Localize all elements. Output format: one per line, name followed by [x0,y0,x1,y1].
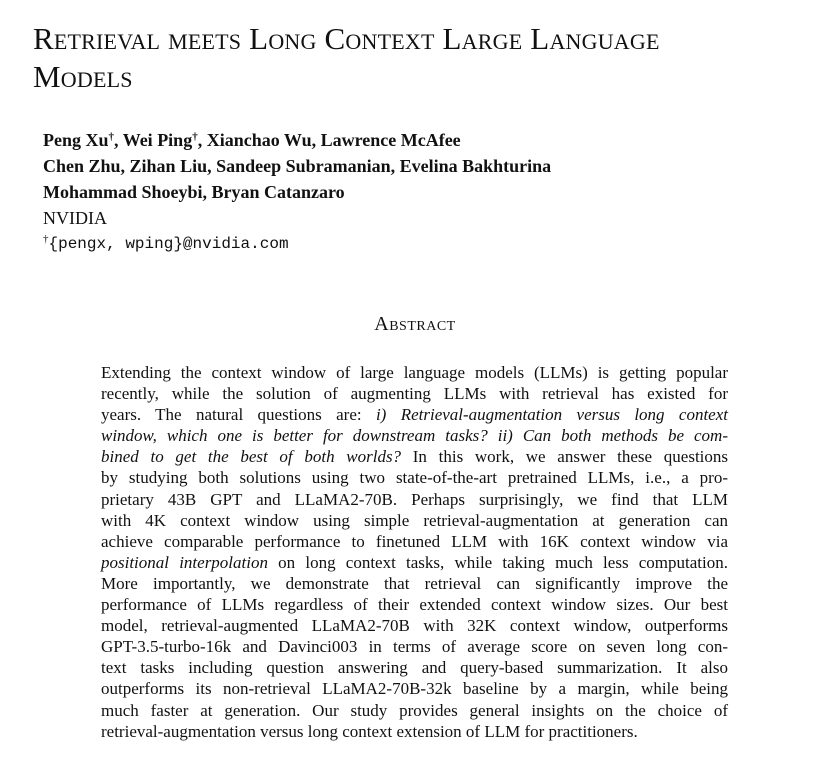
abstract-text: More importantly, we demonstrate that retrieval can significantly improve the [101,573,728,593]
abstract-text: much faster at generation. Our study provides general insights on the choice of [101,700,728,720]
abstract-text: recently, while the solution of augmenting LLMs with retrieval has existed for [101,384,728,404]
author-block [43,127,803,257]
abstract-line [101,383,728,404]
author-name: , Wei Ping [114,130,193,150]
abstract-line [101,636,728,657]
abstract-line [101,657,728,678]
author-line-1 [43,127,803,153]
abstract-line [101,531,728,552]
abstract-line [101,552,728,573]
contact-email [43,231,803,257]
title-line-2: Models [33,59,133,94]
abstract-line [101,615,728,636]
abstract-text: performance of LLMs regardless of their extended context window sizes. Our best [101,595,728,615]
abstract-line [101,573,728,594]
abstract-text: outperforms its non-retrieval LLaMA2-70B-32k baseline by a margin, while being [101,679,728,699]
abstract-text: achieve comparable performance to finetuned LLM with 16K context window via [101,531,728,551]
abstract-text: text tasks including question answering and query-based summarization. It also [101,658,728,678]
email-address: {pengx, wping}@nvidia.com [48,235,289,253]
abstract-text: on long context tasks, while taking much less computation. [267,552,728,572]
abstract-italic-text: positional interpolation [101,552,268,572]
abstract-text: GPT-3.5-turbo-16k and Davinci003 in terms of average score on seven long con- [101,637,728,657]
abstract-text: model, retrieval-augmented LLaMA2-70B with 32K context window, outperforms [101,616,728,636]
abstract-line [101,446,728,467]
author-name: Peng Xu [43,130,109,150]
abstract-line [101,425,728,446]
abstract-text: with 4K context window using simple retrieval-augmentation at generation can [101,510,728,530]
abstract-line [101,467,728,488]
abstract-body [101,362,728,742]
abstract-text: Extending the context window of large language models (LLMs) is getting popular [101,363,728,382]
abstract-heading: Abstract [374,313,456,335]
abstract-italic-text: i) Retrieval-augmentation versus long context [375,405,728,425]
dagger-mark: † [108,131,115,143]
abstract-text: prietary 43B GPT and LLaMA2-70B. Perhaps surprisingly, we find that LLM [101,489,728,509]
abstract-text: by studying both solutions using two state-of-the-art pretrained LLMs, i.e., a pro- [101,468,728,488]
abstract-line [101,404,728,425]
abstract-line [101,721,728,742]
abstract-line [101,594,728,615]
abstract-italic-text: window, which one is better for downstream tasks? ii) Can both methods be com- [101,426,728,446]
author-line-2: Chen Zhu, Zihan Liu, Sandeep Subramanian, Evelina Bakhturina [43,156,552,176]
abstract-line [101,700,728,721]
abstract-line [101,489,728,510]
abstract-line [101,362,728,383]
dagger-mark: † [43,233,49,245]
abstract-text: retrieval-augmentation versus long context extension of LLM for practitioners. [101,721,638,741]
affiliation: NVIDIA [43,208,107,228]
author-names: , Xianchao Wu, Lawrence McAfee [197,130,461,150]
paper-title [33,20,823,96]
title-line-1: Retrieval meets Long Context Large Language [33,21,660,56]
abstract-text: In this work, we answer these questions [401,447,728,467]
author-line-3: Mohammad Shoeybi, Bryan Catanzaro [43,182,345,202]
abstract-italic-text: bined to get the best of both worlds? [101,447,402,467]
abstract-line [101,510,728,531]
abstract-text: years. The natural questions are: [101,405,376,425]
abstract-line [101,678,728,699]
dagger-mark: † [192,131,198,143]
